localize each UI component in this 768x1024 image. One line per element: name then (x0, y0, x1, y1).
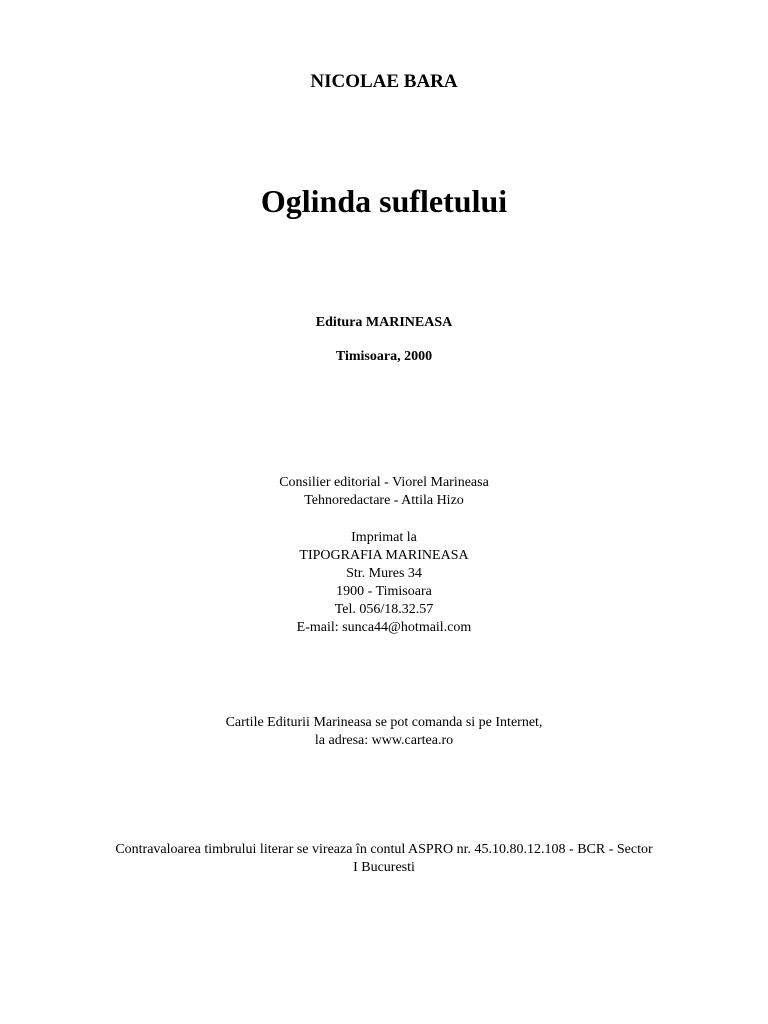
stamp-note-line-1: Contravaloarea timbrului literar se vireaza în contul ASPRO nr. 45.10.80.12.108 - BCR - Sector (115, 842, 653, 857)
printer-intro: Imprimat la (351, 530, 417, 545)
credit-typesetting: Tehnoredactare - Attila Hizo (304, 493, 464, 508)
internet-note-line-2: la adresa: www.cartea.ro (314, 733, 454, 748)
printer-info (0, 529, 768, 637)
book-title: Oglinda sufletului (260, 183, 508, 219)
internet-order-note (0, 714, 768, 750)
stamp-note-line-2: I Bucuresti (353, 860, 415, 875)
author-name: NICOLAE BARA (310, 71, 458, 92)
printer-street: Str. Mures 34 (346, 566, 422, 581)
internet-note-line-1: Cartile Editurii Marineasa se pot comanda si pe Internet, (225, 715, 543, 730)
printer-city: 1900 - Timisoara (336, 584, 432, 599)
place-and-year: Timisoara, 2000 (335, 349, 433, 364)
printer-phone: Tel. 056/18.32.57 (334, 602, 434, 617)
credit-editorial-advisor: Consilier editorial - Viorel Marineasa (279, 475, 489, 490)
publisher-name: Editura MARINEASA (315, 315, 453, 330)
printer-name: TIPOGRAFIA MARINEASA (299, 548, 469, 563)
editorial-credits (0, 474, 768, 510)
printer-email: E-mail: sunca44@hotmail.com (296, 620, 472, 635)
literary-stamp-note (0, 841, 768, 877)
